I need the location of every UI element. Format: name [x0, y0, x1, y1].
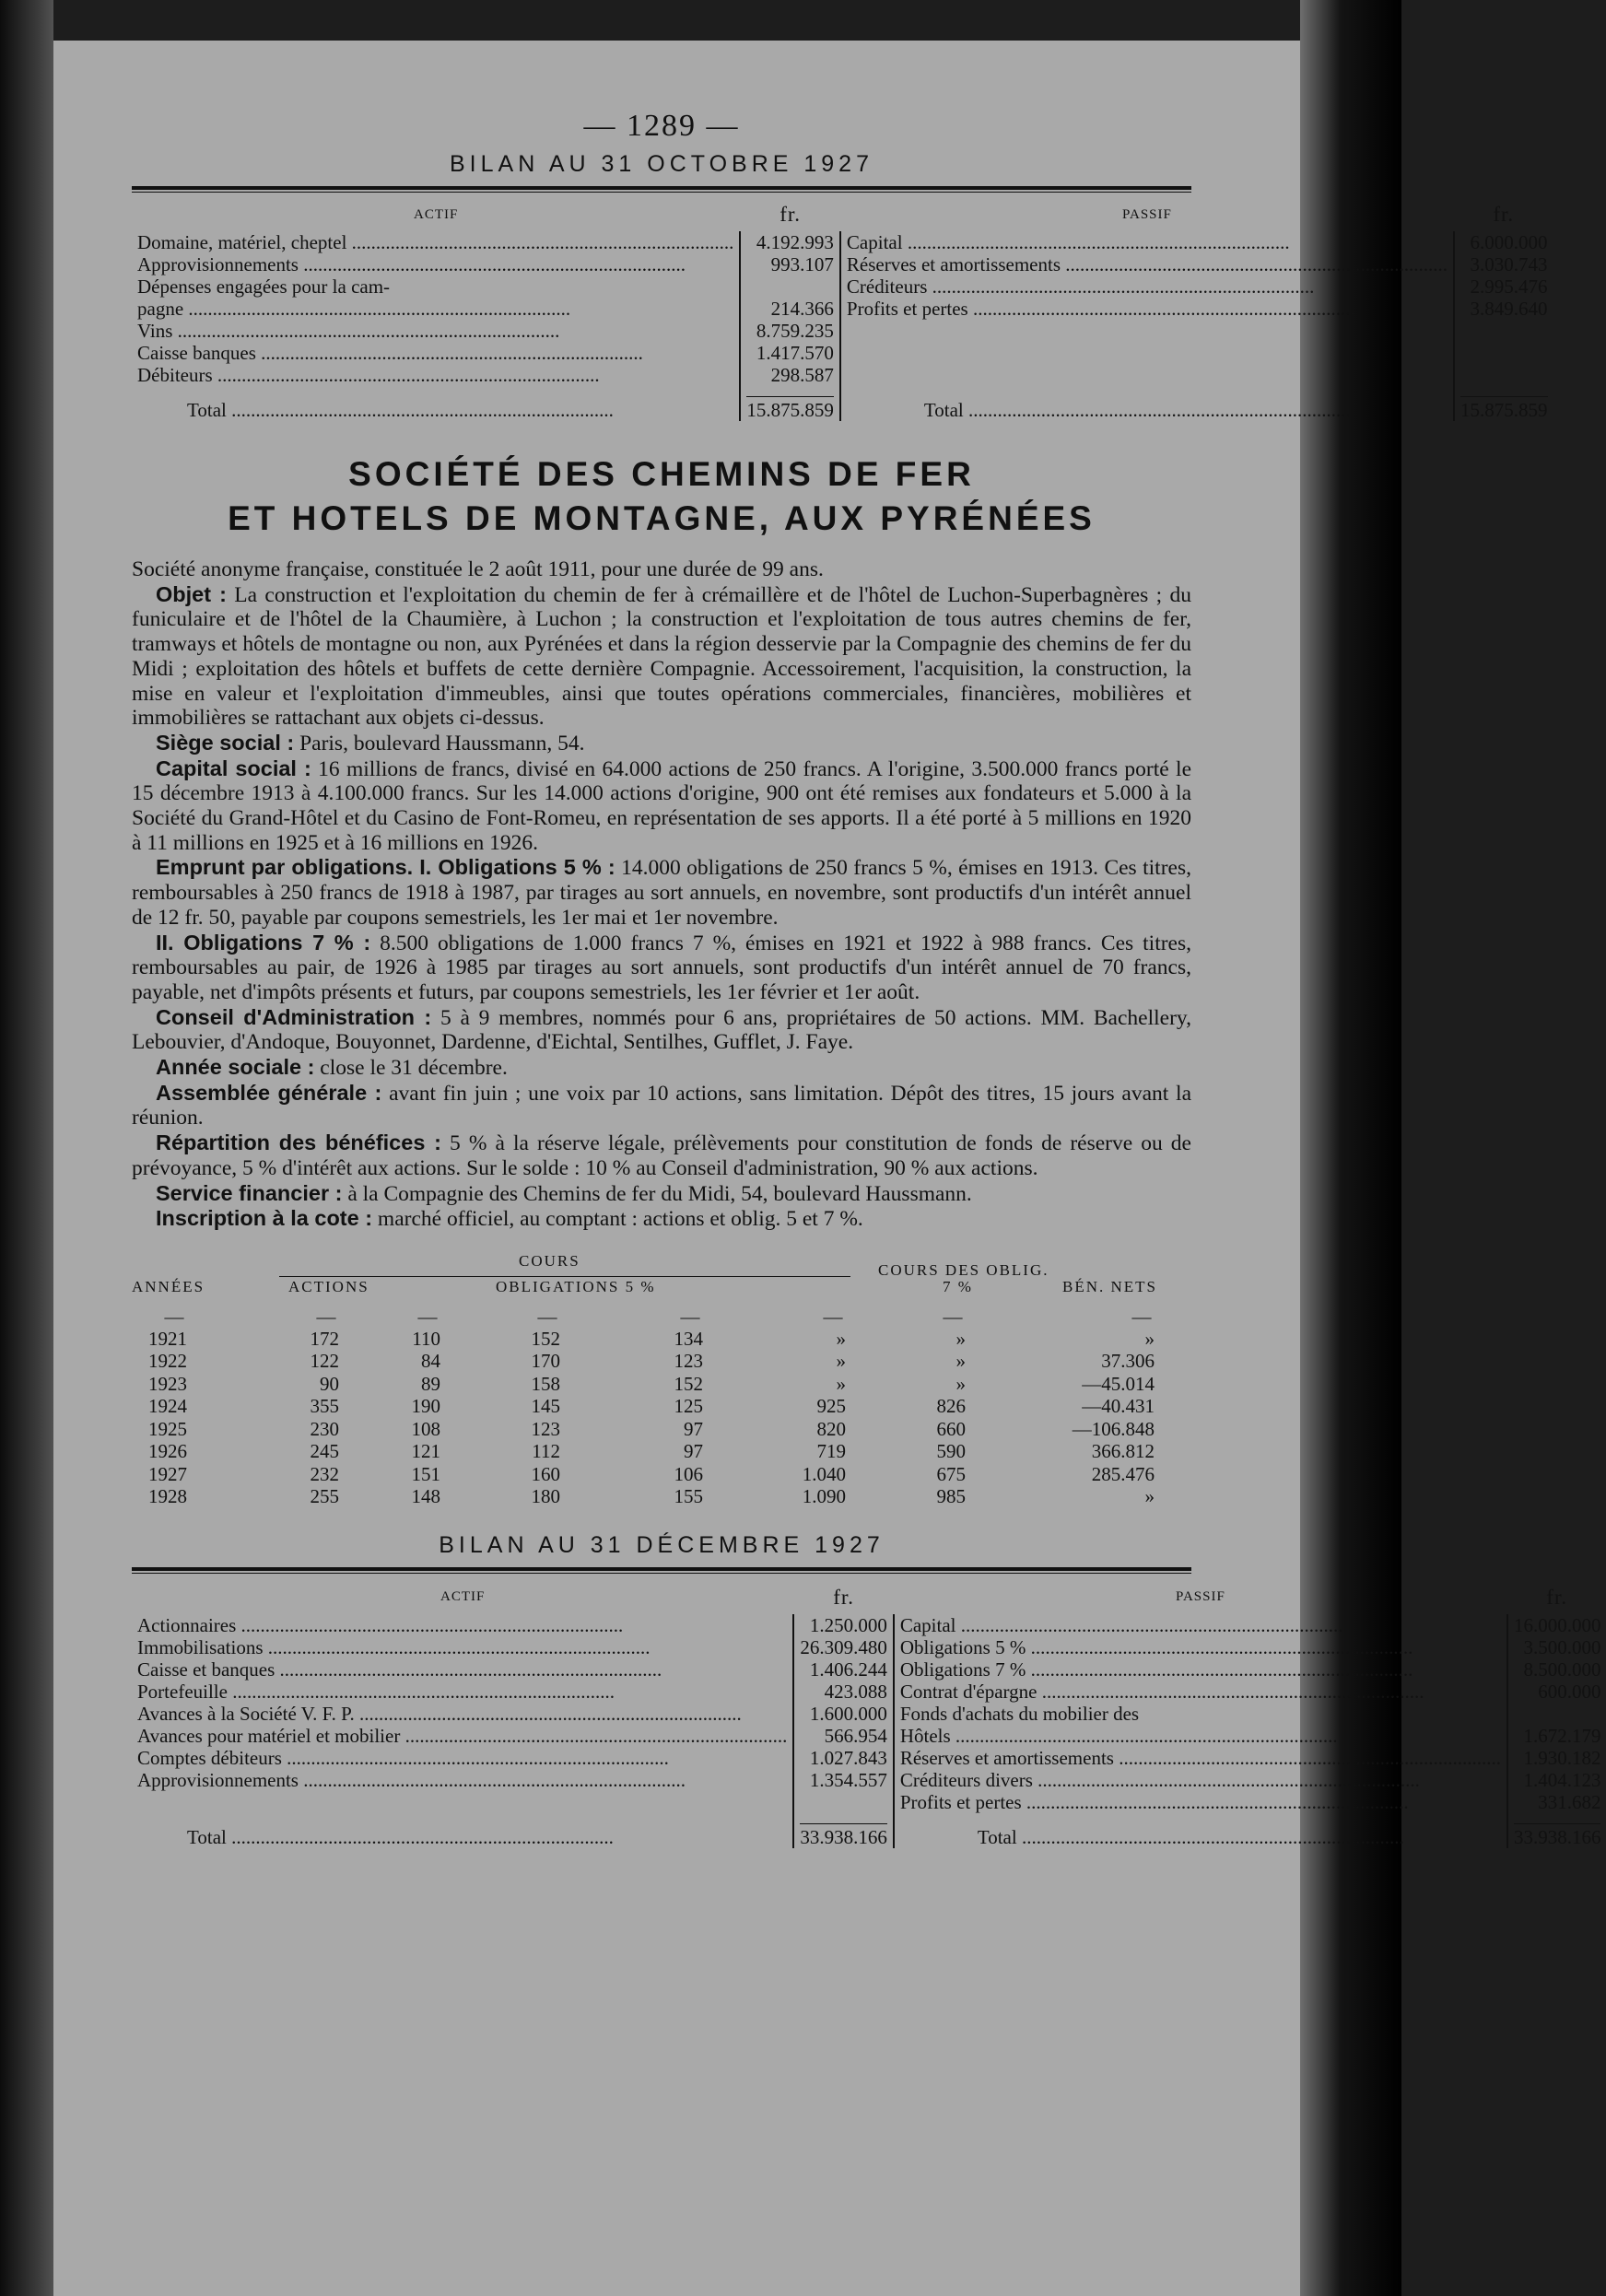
cell-a1: 90 — [320, 1372, 339, 1395]
passif-value: 3.849.640 — [1454, 298, 1553, 320]
cell-a2: 121 — [411, 1440, 440, 1463]
actif-value: 1.250.000 — [793, 1614, 894, 1636]
dash: — — [943, 1305, 963, 1328]
actif-header: ACTIF — [440, 1589, 486, 1605]
paragraph — [132, 1081, 1191, 1130]
leader-dots — [1061, 253, 1448, 275]
paragraph-text: 5 % à la réserve légale, prélèvements pour constitution de fonds de réserve ou de prévoyance, 5 % d'intérêt aux actions. Sur le solde : 10 % au Conseil d'administration, 90 % aux actions. — [132, 1131, 1191, 1180]
passif-label-text: Capital — [846, 231, 903, 253]
cell-s1: 925 — [816, 1395, 846, 1418]
book-spine — [0, 0, 53, 2296]
cell-a2: 190 — [411, 1395, 440, 1418]
total-passif: 15.875.859 — [1454, 386, 1553, 421]
total-row — [132, 1813, 1606, 1848]
actif-label — [132, 275, 740, 298]
paragraph-key: Assemblée générale : — [156, 1080, 382, 1105]
leader-dots — [299, 253, 686, 275]
actif-value: 1.354.557 — [793, 1769, 894, 1791]
passif-label-text: Capital — [899, 1613, 956, 1636]
paragraph-text: Paris, boulevard Haussmann, 54. — [294, 731, 585, 756]
actions-header: ACTIONS — [288, 1277, 369, 1295]
paragraph-text: marché officiel, au comptant : actions et oblig. 5 et 7 %. — [372, 1207, 863, 1232]
table-row — [132, 231, 1553, 253]
actif-value: 8.759.235 — [740, 320, 840, 342]
passif-header: PASSIF — [1175, 1589, 1225, 1605]
passif-label — [894, 1614, 1507, 1636]
actif-label — [132, 1791, 793, 1813]
leader-dots — [903, 231, 1290, 253]
passif-label-text: Obligations 5 % — [899, 1635, 1026, 1658]
passif-value — [1454, 342, 1553, 364]
actif-value — [740, 275, 840, 298]
rule — [132, 192, 1191, 193]
cell-year: 1924 — [148, 1395, 187, 1418]
paragraph — [132, 1005, 1191, 1055]
cell-o1: 123 — [531, 1417, 560, 1440]
cell-a1: 172 — [310, 1327, 339, 1350]
actif-label-text: pagne — [137, 298, 184, 320]
cell-s1: 719 — [816, 1440, 846, 1463]
actif-label-text: Approvisionnements — [137, 253, 299, 275]
cell-s2: 985 — [936, 1485, 966, 1508]
actif-label — [132, 253, 740, 275]
cell-year: 1921 — [148, 1327, 187, 1350]
actif-label — [132, 1636, 793, 1658]
actif-label-text: Domaine, matériel, cheptel — [137, 231, 347, 253]
leader-dots — [1114, 1747, 1501, 1769]
cell-ben: 366.812 — [1091, 1440, 1155, 1463]
passif-label-text: Contrat d'épargne — [899, 1680, 1037, 1703]
actif-label-text: Vins — [137, 320, 173, 342]
table-row — [132, 1373, 1191, 1396]
cours-oblig-header: COURS DES OBLIG. — [878, 1260, 1049, 1279]
cell-o2: 125 — [674, 1395, 703, 1418]
paragraph-key: Répartition des bénéfices : — [156, 1130, 441, 1155]
obligations-header: OBLIGATIONS 5 % — [496, 1277, 656, 1295]
passif-value — [1507, 1703, 1606, 1725]
cell-a1: 355 — [310, 1395, 339, 1418]
cell-s2: » — [955, 1372, 966, 1395]
table-row — [132, 1703, 1606, 1725]
company-title-line: SOCIÉTÉ DES CHEMINS DE FER — [348, 455, 975, 493]
table-header-row — [132, 198, 1553, 231]
leader-dots — [968, 298, 1355, 320]
passif-label — [840, 364, 1454, 386]
paragraph-text: 16 millions de francs, divisé en 64.000 actions de 250 francs. A l'origine, 3.500.000 francs porté le 15 décembre 1913 à 4.100.000 francs. Sur les 14.000 actions d'origine, 900 ont été remises aux fondateurs et 5.000 à la Société du Grand-Hôtel et du Casino de Font-Romeu, en représentation de ses apports. Il a été porté à 5 millions en 1920 à 11 millions en 1925 et à 16 millions en 1926. — [132, 756, 1192, 855]
passif-label — [840, 342, 1454, 364]
total-passif: 33.938.166 — [1507, 1813, 1606, 1848]
leader-dots — [172, 320, 559, 342]
passif-label — [894, 1681, 1507, 1703]
table-row — [132, 298, 1553, 320]
actif-label-text: Avances pour matériel et mobilier — [137, 1724, 401, 1747]
paragraph-text: close le 31 décembre. — [314, 1056, 508, 1081]
cell-year: 1922 — [148, 1350, 187, 1373]
cell-ben: —106.848 — [1072, 1417, 1155, 1440]
cell-o2: 155 — [674, 1485, 703, 1508]
cell-a2: 151 — [411, 1462, 440, 1485]
passif-value: 8.500.000 — [1507, 1658, 1606, 1681]
paragraph-key: Conseil d'Administration : — [156, 1004, 432, 1029]
cell-a2: 84 — [421, 1350, 440, 1373]
actif-label-text: Actionnaires — [137, 1613, 237, 1636]
passif-value — [1454, 320, 1553, 342]
leader-dots — [183, 298, 570, 320]
leader-dots — [1022, 1791, 1409, 1813]
table-row — [132, 1350, 1191, 1373]
paragraph-text: La construction et l'exploitation du chemin de fer à crémaillère et de l'hôtel de Luchon-Superbagnères ; du funiculaire et de l'hôtel de la Chaumière, à Luchon ; la construction et l'exploitation de tous autres chemins de fer, tramways et hôtels de montagne ou non, aux Pyrénées et dans la région desservie par la Compagnie des chemins de fer du Midi ; exploitation des hôtels et buffets de cette dernière Compagnie. Accessoirement, l'acquisition, la construction, la mise en valeur et l'exploitation d'immeubles, ainsi que toutes opérations commerciales, financières, mobilières et immobilières se rattachant aux objets ci-dessus. — [132, 582, 1191, 731]
leader-dots — [1037, 1681, 1424, 1703]
cell-s2: 826 — [936, 1395, 966, 1418]
actif-label — [132, 1614, 793, 1636]
passif-header: PASSIF — [1122, 206, 1172, 222]
total-row — [132, 386, 1553, 421]
cell-ben: 285.476 — [1091, 1462, 1155, 1485]
cell-a1: 245 — [310, 1440, 339, 1463]
paragraph — [132, 1055, 1191, 1081]
cell-a1: 255 — [310, 1485, 339, 1508]
passif-value: 3.500.000 — [1507, 1636, 1606, 1658]
bilan-decembre-table — [132, 1581, 1606, 1848]
leader-dots — [951, 1725, 1338, 1747]
paragraph-key: Année sociale : — [156, 1055, 315, 1080]
table-row — [132, 1463, 1191, 1486]
table-row — [132, 1328, 1191, 1351]
table-row — [132, 1791, 1606, 1813]
passif-value: 6.000.000 — [1454, 231, 1553, 253]
cell-o2: 134 — [674, 1327, 703, 1350]
table-row — [132, 320, 1553, 342]
leader-dots — [927, 275, 1314, 298]
actif-label — [132, 320, 740, 342]
leader-dots — [299, 1769, 686, 1791]
passif-label-text: Profits et pertes — [846, 298, 968, 320]
dash: — — [823, 1305, 843, 1328]
table-row — [132, 1614, 1606, 1636]
cell-s2: » — [955, 1350, 966, 1373]
total-label: Total ..... — [840, 386, 1454, 421]
seven-pct-header: 7 % — [943, 1277, 973, 1295]
passif-label — [840, 298, 1454, 320]
passif-label-text: Fonds d'achats du mobilier des — [899, 1702, 1140, 1725]
cell-o2: 152 — [674, 1372, 703, 1395]
total-label: Total ..... — [894, 1813, 1507, 1848]
table-row — [132, 1769, 1606, 1791]
passif-label-text: Réserves et amortissements — [846, 253, 1061, 275]
actif-label — [132, 1747, 793, 1769]
actif-label — [132, 1658, 793, 1681]
cell-ben: —40.431 — [1082, 1395, 1155, 1418]
actif-value: 214.366 — [740, 298, 840, 320]
paragraph — [132, 1206, 1191, 1232]
cell-s1: 1.090 — [802, 1485, 846, 1508]
paragraph — [132, 557, 1191, 582]
company-title-line: ET HOTELS DE MONTAGNE, AUX PYRÉNÉES — [228, 499, 1096, 537]
cours-header: COURS — [519, 1251, 580, 1270]
actif-value: 26.309.480 — [793, 1636, 894, 1658]
rule — [132, 1573, 1191, 1574]
paragraph-text: 5 à 9 membres, nommés pour 6 ans, propriétaires de 50 actions. MM. Bachellery, Lebouvier, d'Andoque, Bouyonnet, Dardenne, d'Eichtal, Sentilhes, Gufflet, J. Faye. — [132, 1005, 1191, 1055]
paragraph-key: Capital social : — [156, 756, 311, 780]
actif-label-text: Approvisionnements — [137, 1768, 299, 1791]
cell-year: 1923 — [148, 1372, 187, 1395]
cell-ben: 37.306 — [1101, 1350, 1155, 1373]
bilan-octobre-title: BILAN AU 31 OCTOBRE 1927 — [450, 151, 873, 177]
leader-dots — [346, 231, 733, 253]
table-row — [132, 364, 1553, 386]
passif-label-text: Profits et pertes — [899, 1790, 1022, 1813]
paragraph — [132, 582, 1191, 731]
paragraph — [132, 731, 1191, 756]
actif-label — [132, 1725, 793, 1747]
cell-a2: 108 — [411, 1417, 440, 1440]
passif-value: 600.000 — [1507, 1681, 1606, 1703]
paragraph-key: Service financier : — [156, 1180, 343, 1205]
cell-o1: 170 — [531, 1350, 560, 1373]
actif-value: 1.406.244 — [793, 1658, 894, 1681]
cell-o1: 112 — [532, 1440, 560, 1463]
actif-label — [132, 1769, 793, 1791]
leader-dots — [400, 1725, 787, 1747]
table-row — [132, 253, 1553, 275]
passif-label-text: Obligations 7 % — [899, 1658, 1026, 1681]
paragraph-text: 8.500 obligations de 1.000 francs 7 %, émises en 1921 et 1922 à 988 francs. Ces titres, remboursables au pair, de 1926 à 1985 par tirages au sort annuels, sont productifs d'un intérêt annuel de 70 francs, payable, net d'impôts présents et futurs, par coupons semestriels, les 1er février et 1er août. — [132, 931, 1191, 1004]
total-label: Total ..... — [132, 1813, 793, 1848]
leader-dots — [236, 1614, 623, 1636]
passif-label — [894, 1747, 1507, 1769]
cell-o2: 123 — [674, 1350, 703, 1373]
cell-ben: —45.014 — [1082, 1372, 1155, 1395]
table-row — [132, 1747, 1606, 1769]
cell-s1: » — [836, 1372, 846, 1395]
fr-header: fr. — [780, 203, 802, 226]
cell-o2: 97 — [684, 1417, 703, 1440]
total-actif: 15.875.859 — [740, 386, 840, 421]
passif-label — [894, 1791, 1507, 1813]
page-number: — 1289 — — [583, 109, 740, 143]
passif-value: 2.995.476 — [1454, 275, 1553, 298]
leader-dots — [275, 1658, 662, 1681]
dash: — — [316, 1305, 336, 1328]
passif-label — [894, 1703, 1507, 1725]
passif-label — [894, 1636, 1507, 1658]
leader-dots — [355, 1703, 742, 1725]
actif-value: 423.088 — [793, 1681, 894, 1703]
total-actif: 33.938.166 — [793, 1813, 894, 1848]
cell-year: 1926 — [148, 1440, 187, 1463]
cell-year: 1928 — [148, 1485, 187, 1508]
passif-value: 331.682 — [1507, 1791, 1606, 1813]
actif-label — [132, 231, 740, 253]
table-row — [132, 275, 1553, 298]
paragraph-text: à la Compagnie des Chemins de fer du Midi, 54, boulevard Haussmann. — [342, 1181, 972, 1206]
company-description — [132, 557, 1191, 1232]
passif-label — [894, 1725, 1507, 1747]
passif-label — [840, 253, 1454, 275]
total-label: Total ..... — [132, 386, 740, 421]
dash: — — [1131, 1305, 1152, 1328]
actif-value: 1.600.000 — [793, 1703, 894, 1725]
cell-a1: 230 — [310, 1417, 339, 1440]
cell-ben: » — [1144, 1327, 1155, 1350]
table-row — [132, 1418, 1191, 1441]
passif-label-text: Créditeurs — [846, 275, 928, 298]
actif-value: 993.107 — [740, 253, 840, 275]
paragraph — [132, 855, 1191, 930]
table-row — [132, 342, 1553, 364]
passif-label — [840, 320, 1454, 342]
actif-header: ACTIF — [414, 206, 459, 222]
leader-dots — [282, 1747, 669, 1769]
passif-label — [894, 1658, 1507, 1681]
actif-label — [132, 364, 740, 386]
cell-s1: » — [836, 1350, 846, 1373]
actif-label — [132, 1681, 793, 1703]
leader-dots — [228, 1681, 615, 1703]
cell-o2: 106 — [674, 1462, 703, 1485]
paragraph — [132, 1181, 1191, 1207]
cell-s2: 590 — [936, 1440, 966, 1463]
paragraph — [132, 756, 1191, 856]
paragraph-key: Inscription à la cote : — [156, 1206, 373, 1231]
cell-s2: 675 — [936, 1462, 966, 1485]
bilan-octobre-table — [132, 198, 1553, 421]
actif-label-text: Portefeuille — [137, 1680, 228, 1703]
cours-table — [132, 1252, 1191, 1529]
passif-value: 1.672.179 — [1507, 1725, 1606, 1747]
actif-value — [793, 1791, 894, 1813]
actif-value: 298.587 — [740, 364, 840, 386]
actif-value: 566.954 — [793, 1725, 894, 1747]
cell-s1: 820 — [816, 1417, 846, 1440]
leader-dots — [264, 1636, 651, 1658]
paragraph-key: Objet : — [156, 581, 227, 606]
cell-s2: » — [955, 1327, 966, 1350]
passif-value: 16.000.000 — [1507, 1614, 1606, 1636]
passif-label-text: Réserves et amortissements — [899, 1746, 1114, 1769]
actif-label-text: Caisse banques — [137, 342, 256, 364]
leader-dots — [956, 1614, 1343, 1636]
actif-label-text: Immobilisations — [137, 1635, 264, 1658]
cell-o1: 180 — [531, 1485, 560, 1508]
table-header-row — [132, 1581, 1606, 1614]
table-row — [132, 1658, 1606, 1681]
passif-value: 1.404.123 — [1507, 1769, 1606, 1791]
table-row — [132, 1395, 1191, 1418]
paragraph-text: avant fin juin ; une voix par 10 actions, sans limitation. Dépôt des titres, 15 jours avant la réunion. — [132, 1081, 1192, 1130]
cell-year: 1927 — [148, 1462, 187, 1485]
passif-label-text: Hôtels — [899, 1724, 951, 1747]
actif-label-text: Avances à la Société V. F. P. — [137, 1702, 355, 1725]
cell-a2: 148 — [411, 1485, 440, 1508]
ben-nets-header: BÉN. NETS — [1062, 1277, 1157, 1295]
leader-dots — [256, 342, 643, 364]
rule — [132, 186, 1191, 190]
actif-value: 4.192.993 — [740, 231, 840, 253]
paragraph — [132, 931, 1191, 1005]
cell-year: 1925 — [148, 1417, 187, 1440]
cell-a1: 122 — [310, 1350, 339, 1373]
actif-value: 1.417.570 — [740, 342, 840, 364]
passif-value — [1454, 364, 1553, 386]
paragraph — [132, 1130, 1191, 1180]
fr-header: fr. — [833, 1585, 854, 1609]
cell-o1: 145 — [531, 1395, 560, 1418]
table-row — [132, 1485, 1191, 1508]
actif-label-text: Débiteurs — [137, 364, 213, 386]
cell-o1: 152 — [531, 1327, 560, 1350]
paragraph-key: II. Obligations 7 % : — [156, 930, 371, 955]
paragraph-key: Emprunt par obligations. I. Obligations 5 % : — [156, 855, 615, 880]
cell-s1: 1.040 — [802, 1462, 846, 1485]
passif-label-text: Créditeurs divers — [899, 1768, 1033, 1791]
actif-label — [132, 1703, 793, 1725]
cell-o1: 160 — [531, 1462, 560, 1485]
bilan-decembre-title: BILAN AU 31 DÉCEMBRE 1927 — [439, 1531, 885, 1558]
cell-o2: 97 — [684, 1440, 703, 1463]
fr-header: fr. — [1493, 203, 1515, 226]
passif-value: 3.030.743 — [1454, 253, 1553, 275]
cell-s1: » — [836, 1327, 846, 1350]
table-row — [132, 1681, 1606, 1703]
actif-label-text: Comptes débiteurs — [137, 1746, 282, 1769]
cell-ben: » — [1144, 1485, 1155, 1508]
paragraph-text: Société anonyme française, constituée le 2 août 1911, pour une durée de 99 ans. — [132, 557, 824, 581]
page-content — [132, 105, 1601, 1848]
passif-label — [840, 275, 1454, 298]
dash: — — [164, 1305, 184, 1328]
dash: — — [417, 1305, 438, 1328]
leader-dots — [1026, 1636, 1413, 1658]
rule — [279, 1276, 850, 1277]
actif-label — [132, 342, 740, 364]
dash: — — [537, 1305, 557, 1328]
cell-s2: 660 — [936, 1417, 966, 1440]
actif-label — [132, 298, 740, 320]
passif-label — [840, 231, 1454, 253]
paragraph-text: 14.000 obligations de 250 francs 5 %, émises en 1913. Ces titres, remboursables à 250 francs de 1918 à 1987, par tirages au sort annuels, en novembre, sont productifs d'un intérêt annuel de 12 fr. 50, payable par coupons semestriels, les 1er mai et 1er novembre. — [132, 856, 1191, 930]
document-page — [53, 41, 1601, 2296]
rule — [132, 1567, 1191, 1571]
leader-dots — [213, 364, 600, 386]
dash: — — [680, 1305, 700, 1328]
annees-header: ANNÉES — [132, 1277, 205, 1295]
cell-a2: 89 — [421, 1372, 440, 1395]
table-row — [132, 1440, 1191, 1463]
cell-a1: 232 — [310, 1462, 339, 1485]
cell-o1: 158 — [531, 1372, 560, 1395]
leader-dots — [1033, 1769, 1420, 1791]
leader-dots — [1026, 1658, 1413, 1681]
actif-label-text: Caisse et banques — [137, 1658, 275, 1681]
company-title — [132, 452, 1191, 541]
actif-label-text: Dépenses engagées pour la cam- — [137, 275, 391, 298]
table-row — [132, 1636, 1606, 1658]
passif-value: 1.930.182 — [1507, 1747, 1606, 1769]
fr-header: fr. — [1546, 1585, 1568, 1609]
actif-value: 1.027.843 — [793, 1747, 894, 1769]
passif-label — [894, 1769, 1507, 1791]
paragraph-key: Siège social : — [156, 730, 295, 755]
cell-a2: 110 — [412, 1327, 440, 1350]
table-row — [132, 1725, 1606, 1747]
